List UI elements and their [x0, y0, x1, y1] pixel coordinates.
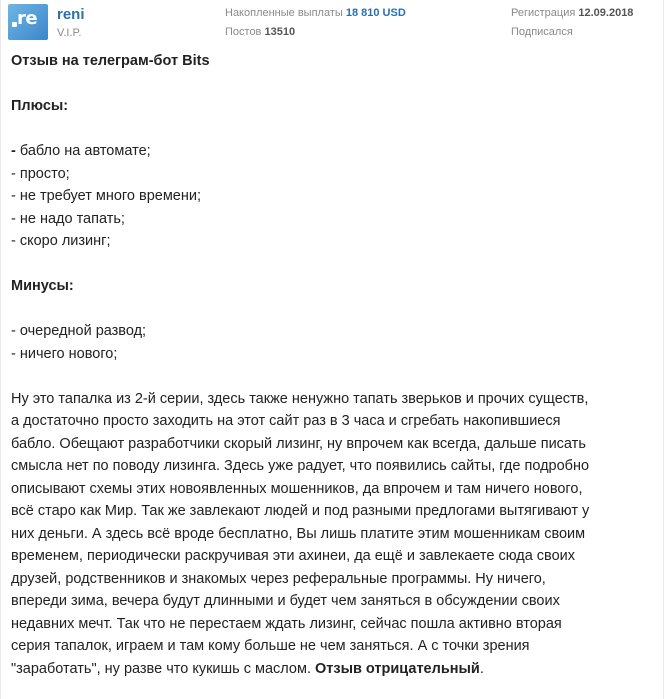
cons-heading: Минусы: — [11, 278, 74, 294]
review-line: всё старо как Мир. Так же завлекают людей и под разными предлогами вытягивают у — [11, 503, 590, 519]
payouts-stat — [225, 7, 406, 19]
pros-item: - не надо тапать; — [11, 210, 125, 227]
review-line: временем, периодически раскручивая эти ахинеи, да ещё и завлекаете сюда своих — [11, 548, 576, 564]
avatar[interactable] — [8, 4, 48, 40]
review-line: а достаточно просто заходить на этот сайт раз в 3 часа и сгребать накопившиеся — [11, 413, 561, 429]
pros-item: - просто; — [11, 165, 70, 182]
pros-item — [11, 140, 651, 163]
review-line-start: "заработать", ну разве что кукишь с маслом. — [11, 660, 316, 677]
posts-stat — [225, 26, 295, 38]
registration-date: 12.09.2018 — [578, 7, 634, 19]
review-line: недавних мечт. Так что не перестаем ждать лизинг, сейчас пошла активно вторая — [11, 615, 562, 632]
review-line: Ну это тапалка из 2-й серии, здесь также ненужно тапать зверьков и прочих существ, — [11, 390, 589, 407]
review-verdict: Отзыв отрицательный — [315, 660, 480, 677]
pros-item-text: бабло на автомате; — [15, 143, 151, 159]
review-line: описывают схемы этих новоявленных мошенников, да впрочем и там ничего нового, — [11, 480, 583, 497]
review-line: серия тапалок, играем и там кому больше не чем заняться. А с точки зрения — [11, 638, 530, 654]
post-title: Отзыв на телеграм-бот Bits — [11, 53, 210, 69]
post-header — [0, 0, 664, 44]
cons-item: - ничего нового; — [11, 345, 118, 362]
review-line: них деньги. А здесь всё вроде бесплатно, Вы лишь платите этим мошенникам своим — [11, 525, 586, 542]
registration-stat — [511, 7, 633, 19]
payouts-label: Накопленные выплаты — [225, 7, 343, 19]
review-line: впереди зима, вечера будут длинными и будет чем заняться в обсуждении своих — [11, 593, 560, 609]
registration-label: Регистрация — [511, 7, 576, 19]
avatar-logo-text: re — [17, 8, 38, 29]
review-line: смысла нет по поводу лизинга. Здесь уже радует, что появились сайты, где подробно — [11, 458, 590, 474]
pros-item: - скоро лизинг; — [11, 233, 111, 249]
username-link[interactable]: reni — [57, 6, 85, 23]
user-group: V.I.P. — [57, 27, 82, 39]
cons-item: - очередной развод; — [11, 323, 147, 339]
posts-label: Постов — [225, 26, 262, 38]
post-content — [11, 50, 651, 680]
review-line: друзей, родственников и знакомых через реферальные программы. Ну ничего, — [11, 570, 546, 587]
pros-heading: Плюсы: — [11, 98, 69, 114]
review-line-end: . — [479, 660, 484, 677]
subscribe-stat: Подписался — [511, 26, 573, 38]
review-last-line — [11, 658, 643, 681]
payouts-value: 18 810 USD — [345, 7, 406, 19]
pros-item-dash: - — [11, 143, 16, 159]
pros-item: - не требует много времени; — [11, 188, 201, 204]
review-paragraph — [11, 388, 643, 681]
posts-value: 13510 — [264, 26, 296, 38]
review-line: бабло. Обещают разработчики скорый лизинг, ну впрочем как всегда, дальше писать — [11, 435, 586, 452]
